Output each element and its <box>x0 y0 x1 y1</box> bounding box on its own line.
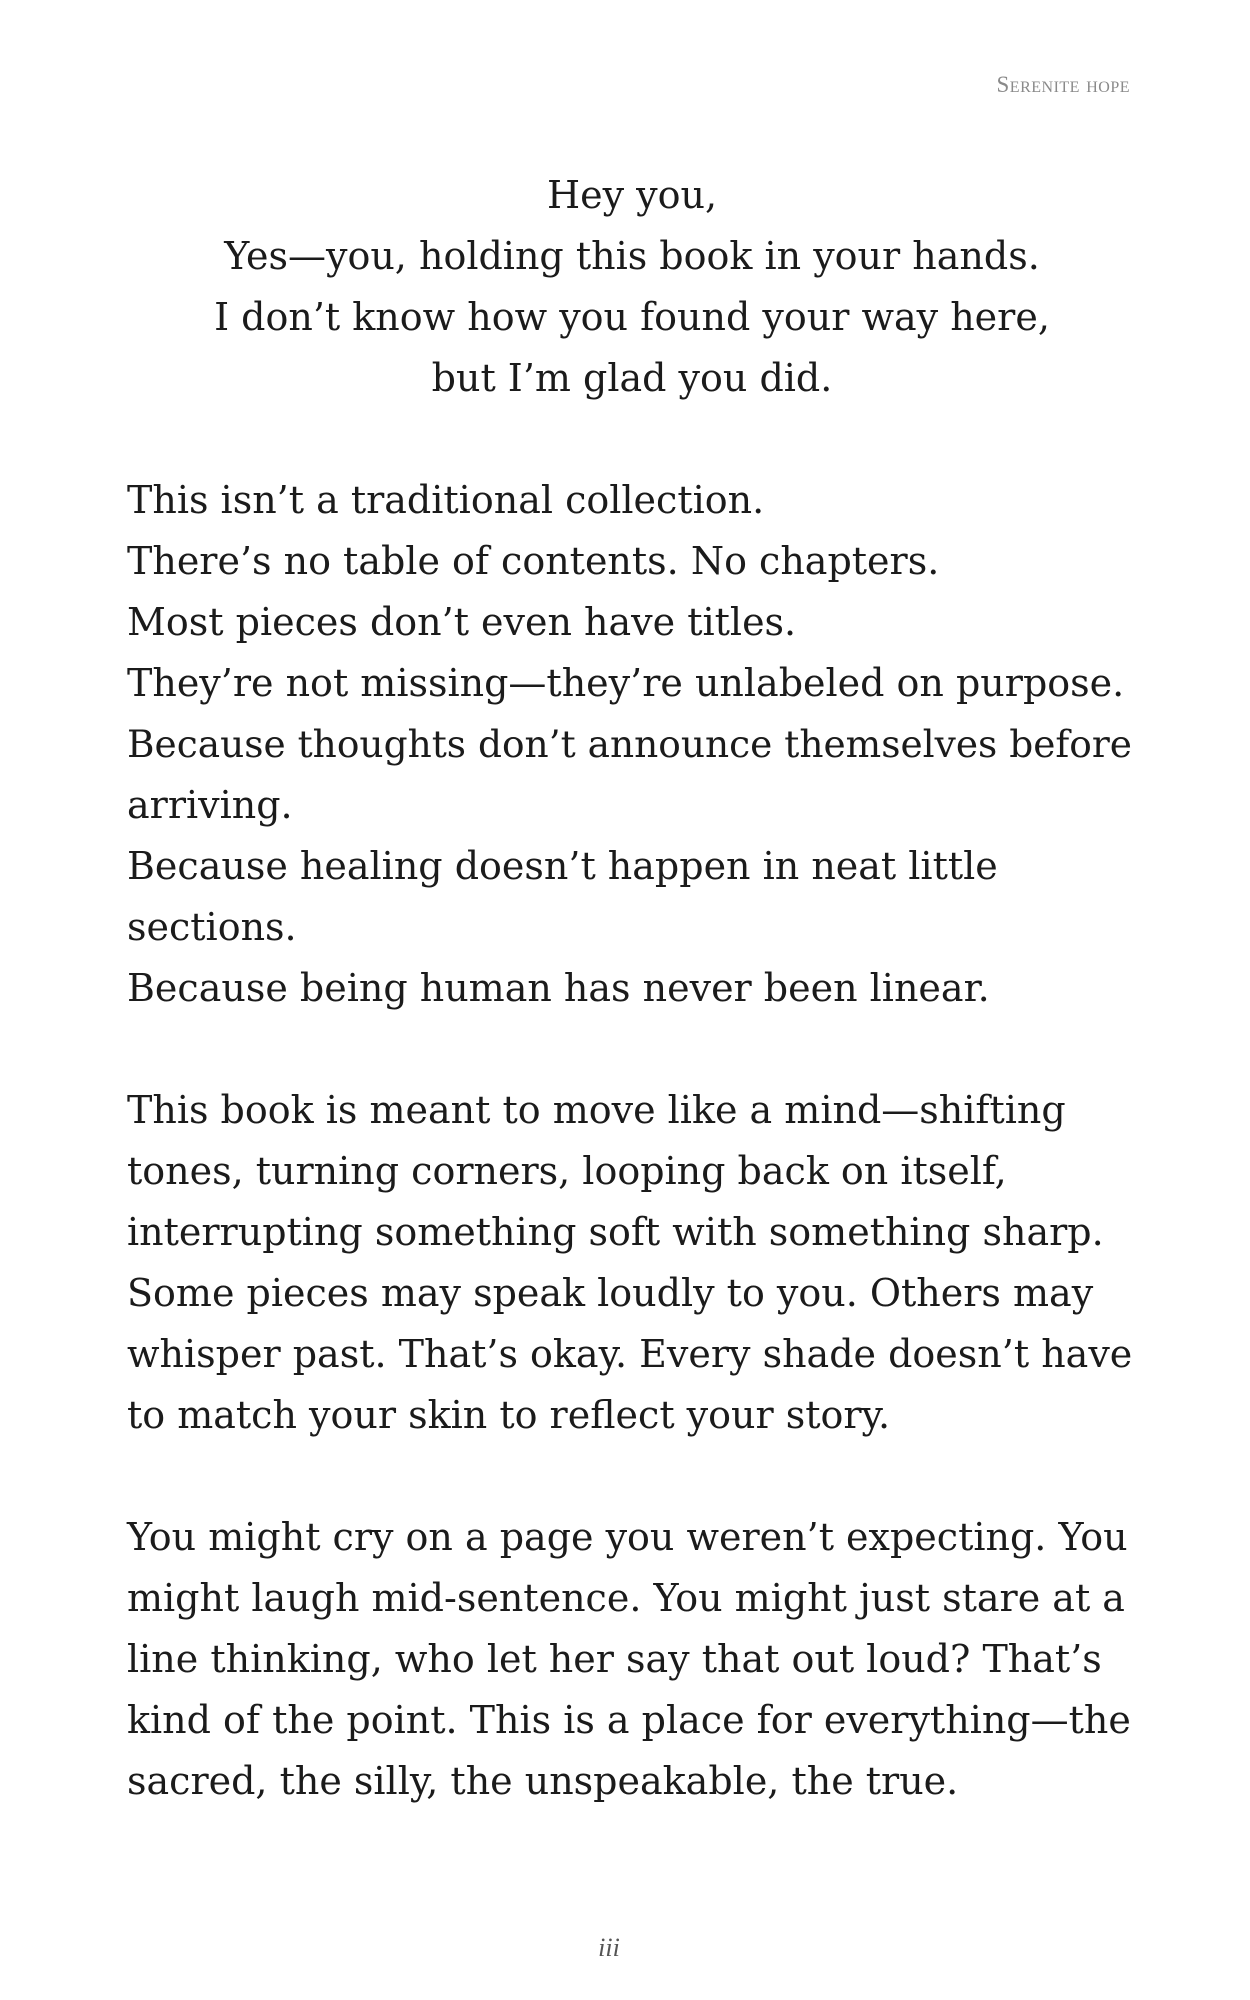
opening-line: I don’t know how you found your way here, <box>214 295 1050 339</box>
text-line: to match your skin to reflect your story. <box>127 1393 891 1437</box>
opening-line: Yes—you, holding this book in your hands. <box>224 234 1040 278</box>
text-line: line thinking, who let her say that out loud? That’s <box>127 1637 1102 1681</box>
paragraph-collection <box>127 470 1137 1019</box>
paragraph-everything <box>127 1507 1137 1812</box>
text-line: This isn’t a traditional collection. <box>127 478 765 522</box>
paragraph-mind <box>127 1080 1137 1446</box>
text-line: They’re not missing—they’re unlabeled on purpose. <box>127 661 1125 705</box>
text-line: arriving. <box>127 783 293 827</box>
running-header: Serenite hope <box>996 72 1130 97</box>
text-line: sacred, the silly, the unspeakable, the true. <box>127 1759 959 1803</box>
text-line: There’s no table of contents. No chapters. <box>127 539 940 583</box>
text-line: Because healing doesn’t happen in neat little <box>127 844 998 888</box>
page-body <box>127 165 1137 1812</box>
page-number: iii <box>598 1933 620 1962</box>
text-line: Because thoughts don’t announce themselves before <box>127 722 1132 766</box>
text-line: kind of the point. This is a place for everything—the <box>127 1698 1131 1742</box>
text-line: interrupting something soft with something sharp. <box>127 1210 1104 1254</box>
text-line: tones, turning corners, looping back on itself, <box>127 1149 1007 1193</box>
text-line: Some pieces may speak loudly to you. Others may <box>127 1271 1094 1315</box>
opening-line: Hey you, <box>546 173 718 217</box>
text-line: sections. <box>127 905 297 949</box>
text-line: You might cry on a page you weren’t expecting. You <box>127 1515 1128 1559</box>
text-line: Most pieces don’t even have titles. <box>127 600 797 644</box>
opening-line: but I’m glad you did. <box>431 356 833 400</box>
text-line: This book is meant to move like a mind—shifting <box>127 1088 1066 1132</box>
text-line: whisper past. That’s okay. Every shade doesn’t have <box>127 1332 1133 1376</box>
text-line: might laugh mid-sentence. You might just stare at a <box>127 1576 1125 1620</box>
text-line: Because being human has never been linear. <box>127 966 990 1010</box>
opening-greeting <box>127 165 1137 409</box>
